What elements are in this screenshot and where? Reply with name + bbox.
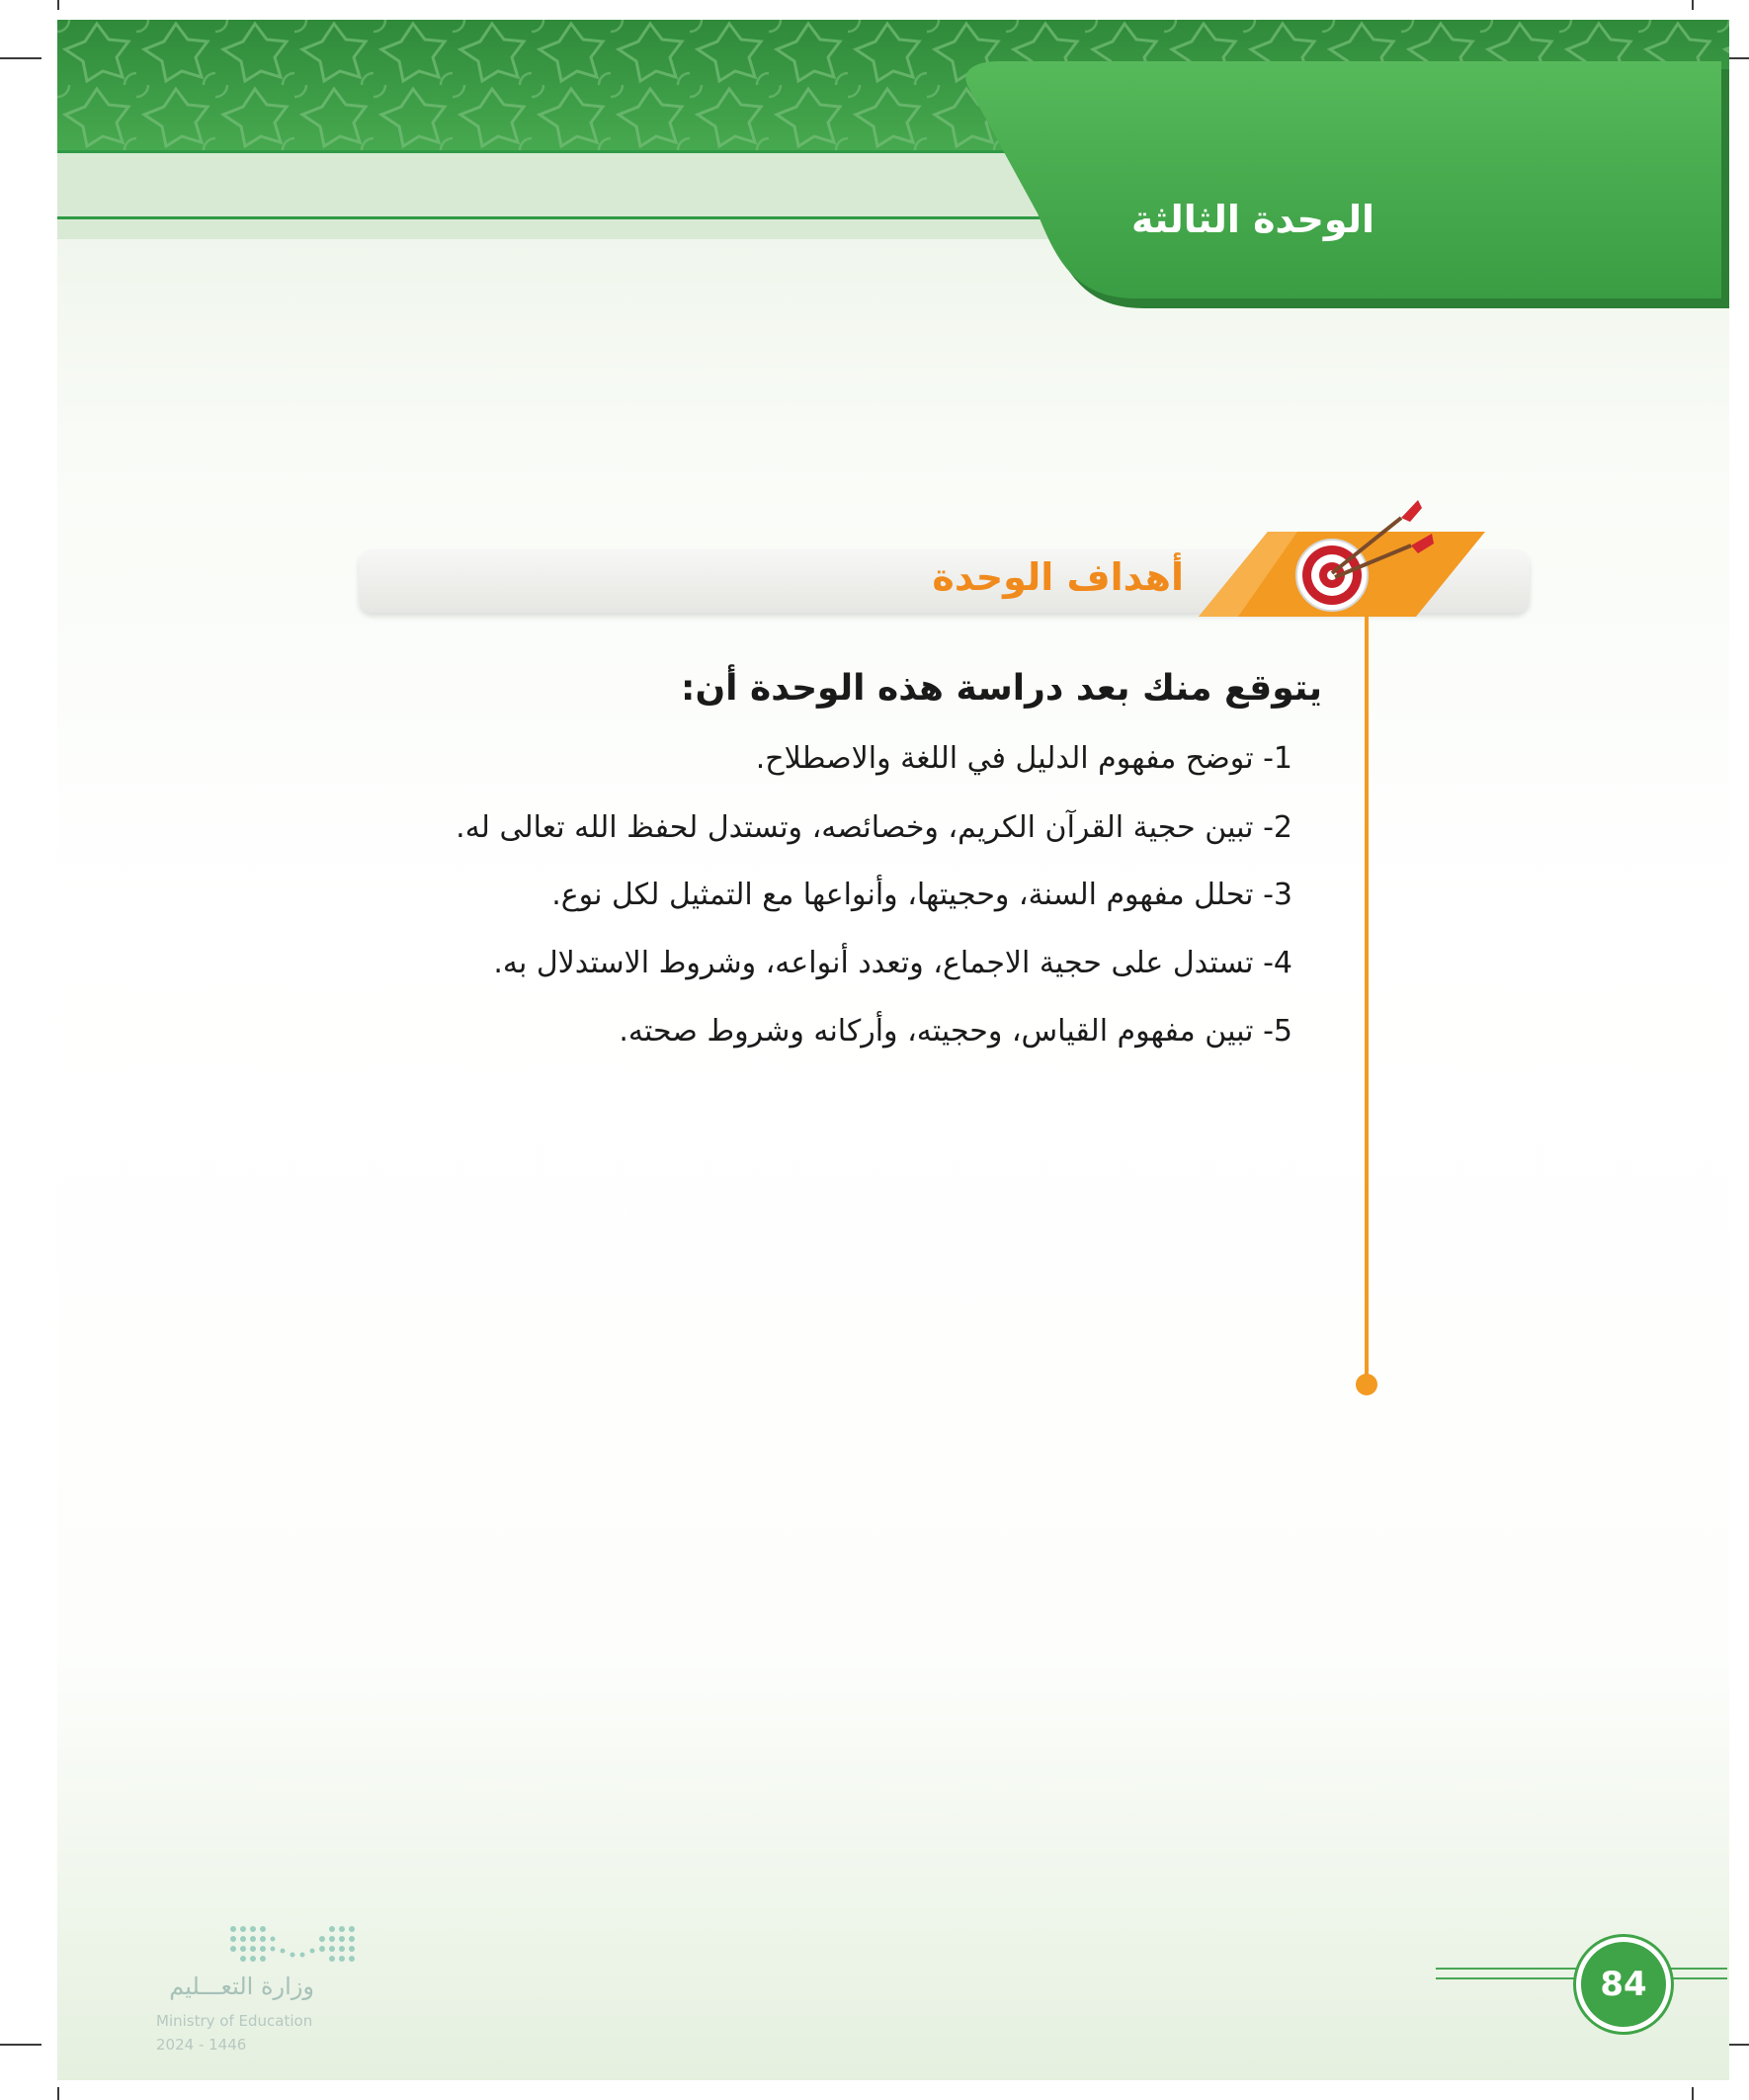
ministry-name-arabic: وزارة التعـــليم xyxy=(169,1973,314,2000)
objective-item: 5- تبين مفهوم القياس، وحجيته، وأركانه وشروط صحته. xyxy=(619,1014,1292,1049)
timeline-end-dot xyxy=(1356,1374,1377,1395)
ministry-name-english: Ministry of Education xyxy=(156,2012,313,2030)
target-with-darts-icon xyxy=(1199,494,1495,623)
crop-mark xyxy=(1692,2087,1694,2100)
crop-mark xyxy=(0,2044,42,2046)
crop-mark xyxy=(57,0,59,10)
goals-title: أهداف الوحدة xyxy=(932,555,1184,599)
page-number: 84 xyxy=(1576,1937,1671,2032)
goals-intro: يتوقع منك بعد دراسة هذه الوحدة أن: xyxy=(681,668,1322,709)
header-divider-line xyxy=(57,216,1045,219)
objective-item: 1- توضح مفهوم الدليل في اللغة والاصطلاح. xyxy=(755,741,1292,776)
textbook-page xyxy=(57,20,1729,2080)
ministry-of-education-logo xyxy=(156,1915,393,1974)
objective-item: 4- تستدل على حجية الاجماع، وتعدد أنواعه، وشروط الاستدلال به. xyxy=(493,946,1292,980)
timeline-line xyxy=(1365,613,1369,1384)
crop-mark xyxy=(57,2087,59,2100)
header-divider-line xyxy=(57,150,1045,153)
footer-line xyxy=(1663,1968,1727,1970)
crop-mark xyxy=(0,57,42,59)
crop-mark xyxy=(1692,0,1694,10)
footer-line xyxy=(1436,1977,1584,1979)
objective-item: 3- تحلل مفهوم السنة، وحجيتها، وأنواعها مع التمثيل لكل نوع. xyxy=(551,878,1292,912)
edition-year: 2024 - 1446 xyxy=(156,2036,247,2054)
unit-tab-shape xyxy=(917,36,1729,312)
footer-line xyxy=(1436,1968,1584,1970)
unit-title: الوحدة الثالثة xyxy=(1130,198,1375,241)
footer-line xyxy=(1663,1977,1727,1979)
objective-item: 2- تبين حجية القرآن الكريم، وخصائصه، وتستدل لحفظ الله تعالى له. xyxy=(456,810,1292,845)
